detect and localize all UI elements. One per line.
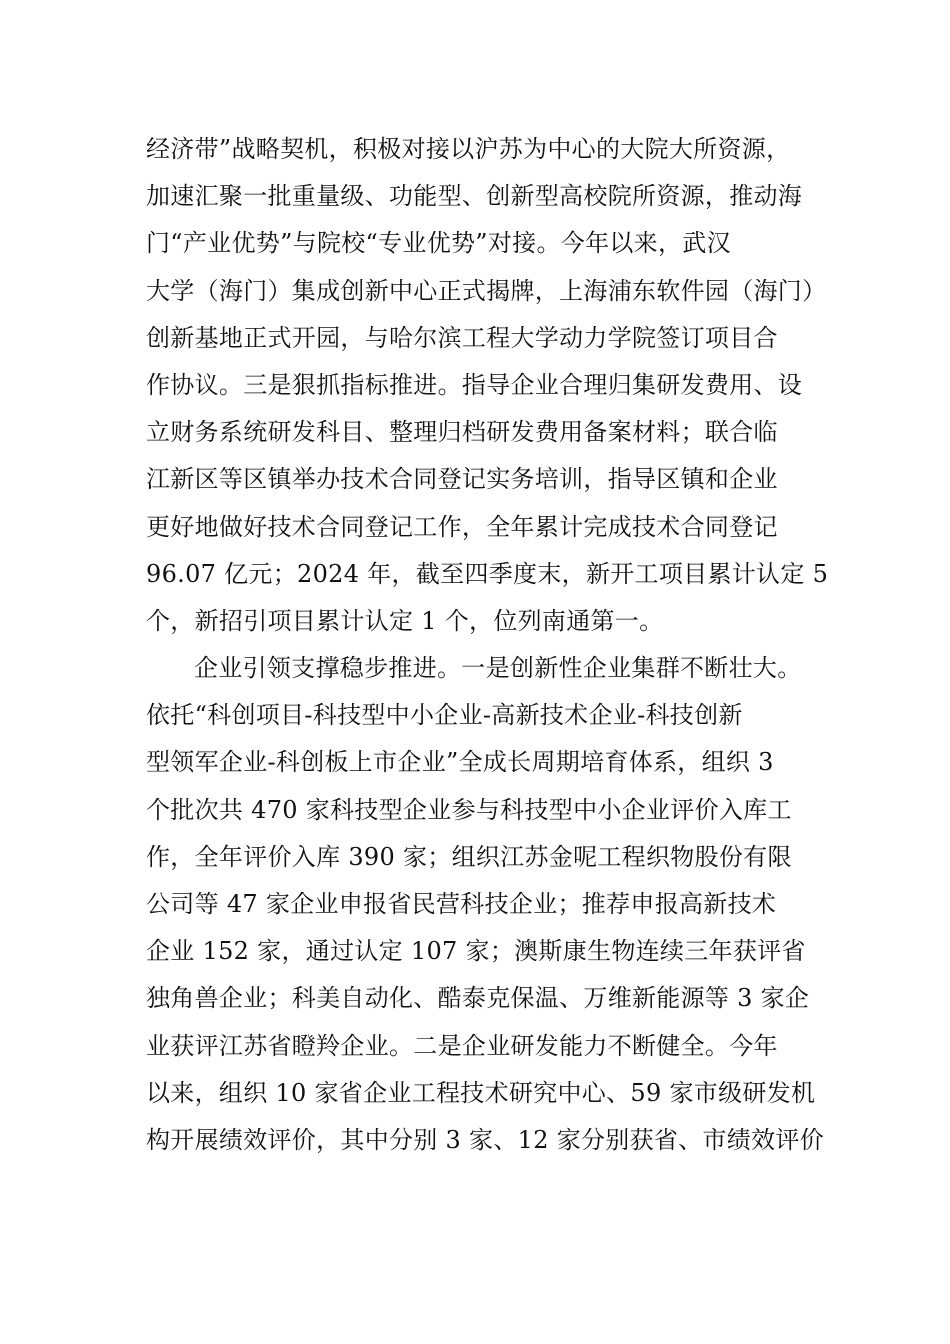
text-line: 作，全年评价入库 390 家；组织江苏金呢工程织物股份有限 bbox=[146, 842, 792, 871]
text-line: 企业 152 家，通过认定 107 家；澳斯康生物连续三年获评省 bbox=[146, 937, 806, 966]
text-line: 江新区等区镇举办技术合同登记实务培训，指导区镇和企业 bbox=[146, 465, 778, 494]
text-line: 创新基地正式开园，与哈尔滨工程大学动力学院签订项目合 bbox=[146, 323, 778, 352]
text-line: 加速汇聚一批重量级、功能型、创新型高校院所资源，推动海 bbox=[146, 182, 803, 211]
text-line: 依托“科创项目-科技型中小企业-高新技术企业-科技创新 bbox=[146, 701, 743, 730]
text-line: 业获评江苏省瞪羚企业。二是企业研发能力不断健全。今年 bbox=[146, 1031, 778, 1060]
text-line: 经济带”战略契机，积极对接以沪苏为中心的大院大所资源， bbox=[146, 135, 791, 163]
text-line: 构开展绩效评价，其中分别 3 家、12 家分别获省、市绩效评价 bbox=[146, 1125, 824, 1154]
text-line: 大学（海门）集成创新中心正式揭牌，上海浦东软件园（海门） bbox=[146, 276, 827, 305]
text-line: 以来，组织 10 家省企业工程技术研究中心、59 家市级研发机 bbox=[146, 1078, 816, 1107]
text-line: 立财务系统研发科目、整理归档研发费用备案材料；联合临 bbox=[146, 418, 778, 447]
text-line: 独角兽企业；科美自动化、酷泰克保温、万维新能源等 3 家企 bbox=[146, 984, 810, 1013]
text-line: 96.07 亿元；2024 年，截至四季度末，新开工项目累计认定 5 bbox=[146, 559, 829, 588]
text-line: 个批次共 470 家科技型企业参与科技型中小企业评价入库工 bbox=[146, 795, 792, 824]
text-line: 型领军企业-科创板上市企业”全成长周期培育体系，组织 3 bbox=[146, 748, 774, 777]
body-text bbox=[146, 126, 829, 1164]
text-line: 公司等 47 家企业申报省民营科技企业；推荐申报高新技术 bbox=[146, 890, 777, 918]
text-line: 更好地做好技术合同登记工作，全年累计完成技术合同登记 bbox=[146, 512, 778, 541]
text-line: 作协议。三是狠抓指标推进。指导企业合理归集研发费用、设 bbox=[146, 370, 803, 399]
text-line: 门“产业优势”与院校“专业优势”对接。今年以来，武汉 bbox=[146, 229, 731, 258]
paragraph-first-line: 企业引领支撑稳步推进。一是创新性企业集群不断壮大。 bbox=[194, 654, 802, 683]
text-line: 个，新招引项目累计认定 1 个，位列南通第一。 bbox=[146, 606, 664, 635]
